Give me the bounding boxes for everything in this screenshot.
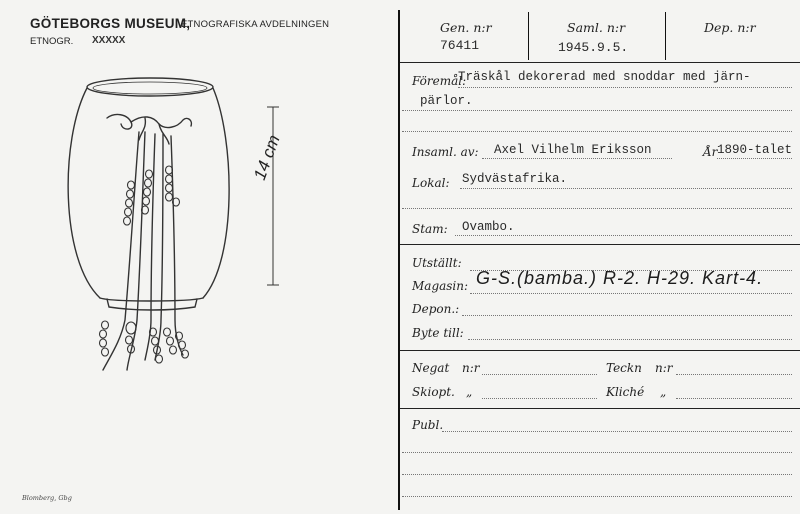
byte-till-label: Byte till:	[412, 326, 464, 340]
museum-name: GÖTEBORGS MUSEUM,	[30, 16, 191, 31]
rule-after-stam	[400, 244, 800, 245]
insaml-label: Insaml. av:	[412, 145, 479, 159]
bowl-rim	[87, 78, 213, 96]
scale-bar	[255, 105, 305, 290]
header-separator-1	[528, 12, 529, 60]
utstallt-label: Utställt:	[412, 256, 462, 270]
scale-note: 14 cm	[250, 132, 284, 183]
card-divider	[398, 10, 400, 510]
dep-nr-label: Dep. n:r	[704, 20, 756, 35]
kliche-ditto: „	[660, 385, 667, 399]
illustrator-signature: Blomberg, Gbg	[22, 494, 72, 502]
magasin-value: G-S.(bamba.) R-2. H-29. Kart-4.	[476, 268, 764, 288]
magasin-label: Magasin:	[412, 279, 469, 293]
foremal-value-line2: pärlor.	[420, 94, 473, 108]
gen-nr-value: 76411	[440, 38, 480, 53]
header-separator-2	[665, 12, 666, 60]
stam-label: Stam:	[412, 222, 448, 236]
etnogr-label: ETNOGR.	[30, 36, 74, 47]
saml-nr-label: Saml. n:r	[567, 20, 626, 35]
skiopt-label: Skiopt.	[412, 385, 455, 399]
lokal-value: Sydvästafrika.	[462, 172, 568, 186]
department-name: ETNOGRAFISKA AVDELNINGEN	[181, 19, 330, 30]
depon-label: Depon.:	[412, 302, 460, 316]
insaml-value: Axel Vilhelm Eriksson	[494, 143, 652, 157]
etnogr-crossed-out: XXXXX	[92, 35, 126, 46]
gen-nr-label: Gen. n:r	[440, 20, 492, 35]
header-bottom-rule	[400, 62, 800, 63]
saml-nr-value: 1945.9.5.	[558, 40, 629, 55]
rule-before-negat	[400, 350, 800, 351]
bowl-right-side	[203, 88, 229, 298]
stam-value: Ovambo.	[462, 220, 515, 234]
lokal-label: Lokal:	[412, 176, 450, 190]
bowl-left-side	[68, 88, 100, 298]
ar-value: 1890-talet	[717, 143, 793, 157]
foremal-label: Föremål:	[412, 74, 467, 88]
ar-label: År	[703, 145, 718, 159]
negat-nr-label: n:r	[462, 361, 480, 375]
publ-label: Publ.	[412, 418, 444, 432]
teckn-label: Teckn	[606, 361, 642, 375]
foremal-value-line1: Träskål dekorerad med snoddar med järn-	[458, 70, 751, 84]
negat-label: Negat	[412, 361, 450, 375]
teckn-nr-label: n:r	[655, 361, 673, 375]
skiopt-ditto: „	[466, 385, 473, 399]
kliche-label: Kliché	[606, 385, 645, 399]
rule-before-publ	[400, 408, 800, 409]
